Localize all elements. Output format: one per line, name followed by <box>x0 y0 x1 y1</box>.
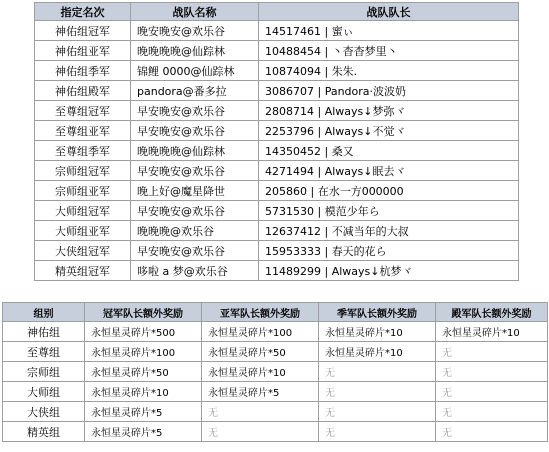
header-team: 战队名称 <box>131 3 259 21</box>
rank-cell: 神佑组冠军 <box>35 21 131 41</box>
reward-row <box>3 402 548 422</box>
reward-cell: 永恒星灵碎片*5 <box>85 422 202 442</box>
rank-cell: 神佑组亚军 <box>35 41 131 61</box>
reward-cell: 无 <box>319 362 436 382</box>
header-champion-reward: 冠军队长额外奖励 <box>85 303 202 322</box>
ranking-body <box>35 21 519 281</box>
team-name-cell: 晚晚晚晚@仙踪林 <box>131 41 259 61</box>
ranking-row <box>35 121 519 141</box>
reward-cell: 永恒星灵碎片*5 <box>85 402 202 422</box>
rewards-body <box>3 322 548 442</box>
header-third-reward: 季军队长额外奖励 <box>319 303 436 322</box>
rank-cell: 至尊组季军 <box>35 141 131 161</box>
team-leader-cell: 14350452 | 桑又 <box>259 141 519 161</box>
team-name-cell: 晚上好@魔星降世 <box>131 181 259 201</box>
team-name-cell: 早安晚安@欢乐谷 <box>131 241 259 261</box>
header-runnerup-reward: 亚军队长额外奖励 <box>202 303 319 322</box>
reward-cell: 无 <box>319 402 436 422</box>
header-group: 组别 <box>3 303 85 322</box>
group-cell: 至尊组 <box>3 342 85 362</box>
team-leader-cell: 10874094 | 朱朱. <box>259 61 519 81</box>
rank-cell: 宗师组冠军 <box>35 161 131 181</box>
reward-cell: 无 <box>436 422 548 442</box>
reward-cell: 永恒星灵碎片*5 <box>202 382 319 402</box>
team-leader-cell: 205860 | 在水一方000000 <box>259 181 519 201</box>
team-leader-cell: 4271494 | Always↓眠去ヾ <box>259 161 519 181</box>
team-leader-cell: 10488454 | 丶杳杳梦里丶 <box>259 41 519 61</box>
rank-cell: 神佑组殿军 <box>35 81 131 101</box>
team-leader-cell: 15953333 | 春天的花ら <box>259 241 519 261</box>
team-name-cell: 晚安晚安@欢乐谷 <box>131 21 259 41</box>
reward-row <box>3 322 548 342</box>
ranking-row <box>35 241 519 261</box>
ranking-table <box>34 2 519 281</box>
reward-cell: 永恒星灵碎片*100 <box>85 342 202 362</box>
group-cell: 神佑组 <box>3 322 85 342</box>
ranking-row <box>35 261 519 281</box>
ranking-row <box>35 221 519 241</box>
reward-cell: 无 <box>319 382 436 402</box>
team-name-cell: 早安晚安@欢乐谷 <box>131 101 259 121</box>
reward-row <box>3 362 548 382</box>
group-cell: 宗师组 <box>3 362 85 382</box>
rank-cell: 大侠组冠军 <box>35 241 131 261</box>
team-name-cell: 晚晚晚晚@仙踪林 <box>131 141 259 161</box>
reward-cell: 永恒星灵碎片*100 <box>202 322 319 342</box>
team-name-cell: 早安晚安@欢乐谷 <box>131 121 259 141</box>
rank-cell: 至尊组亚军 <box>35 121 131 141</box>
reward-cell: 永恒星灵碎片*50 <box>202 342 319 362</box>
team-leader-cell: 3086707 | Pandora·波波奶 <box>259 81 519 101</box>
ranking-row <box>35 181 519 201</box>
team-name-cell: pandora@番多拉 <box>131 81 259 101</box>
rank-cell: 精英组冠军 <box>35 261 131 281</box>
reward-cell: 无 <box>436 362 548 382</box>
reward-cell: 无 <box>202 402 319 422</box>
header-fourth-reward: 殿军队长额外奖励 <box>436 303 548 322</box>
ranking-row <box>35 141 519 161</box>
team-name-cell: 哆啦 a 梦@欢乐谷 <box>131 261 259 281</box>
team-leader-cell: 14517461 | 蜜ぃ <box>259 21 519 41</box>
ranking-row <box>35 201 519 221</box>
header-rank: 指定名次 <box>35 3 131 21</box>
rank-cell: 大师组冠军 <box>35 201 131 221</box>
reward-cell: 永恒星灵碎片*10 <box>436 322 548 342</box>
rewards-table <box>2 302 548 442</box>
reward-row <box>3 382 548 402</box>
rank-cell: 神佑组季军 <box>35 61 131 81</box>
reward-cell: 无 <box>436 402 548 422</box>
ranking-row <box>35 21 519 41</box>
rank-cell: 宗师组亚军 <box>35 181 131 201</box>
team-name-cell: 晚晚晚@欢乐谷 <box>131 221 259 241</box>
group-cell: 大师组 <box>3 382 85 402</box>
reward-row <box>3 342 548 362</box>
reward-cell: 永恒星灵碎片*10 <box>319 342 436 362</box>
team-name-cell: 早安晚安@欢乐谷 <box>131 201 259 221</box>
ranking-row <box>35 81 519 101</box>
ranking-header-row <box>35 3 519 21</box>
group-cell: 大侠组 <box>3 402 85 422</box>
header-leader: 战队队长 <box>259 3 519 21</box>
rank-cell: 至尊组冠军 <box>35 101 131 121</box>
team-name-cell: 锦鲤 0000@仙踪林 <box>131 61 259 81</box>
team-leader-cell: 12637412 | 不减当年的大叔 <box>259 221 519 241</box>
ranking-row <box>35 101 519 121</box>
rewards-header-row <box>3 303 548 322</box>
ranking-row <box>35 61 519 81</box>
team-leader-cell: 5731530 | 模范少年ら <box>259 201 519 221</box>
reward-row <box>3 422 548 442</box>
reward-cell: 永恒星灵碎片*500 <box>85 322 202 342</box>
team-name-cell: 早安晚安@欢乐谷 <box>131 161 259 181</box>
reward-cell: 永恒星灵碎片*50 <box>85 362 202 382</box>
group-cell: 精英组 <box>3 422 85 442</box>
team-leader-cell: 2808714 | Always↓梦弥ヾ <box>259 101 519 121</box>
reward-cell: 永恒星灵碎片*10 <box>202 362 319 382</box>
reward-cell: 永恒星灵碎片*10 <box>319 322 436 342</box>
team-leader-cell: 2253796 | Always↓不觉ヾ <box>259 121 519 141</box>
reward-cell: 无 <box>319 422 436 442</box>
reward-cell: 无 <box>202 422 319 442</box>
ranking-row <box>35 41 519 61</box>
team-leader-cell: 11489299 | Always↓杭梦ヾ <box>259 261 519 281</box>
rank-cell: 大师组亚军 <box>35 221 131 241</box>
reward-cell: 无 <box>436 342 548 362</box>
reward-cell: 无 <box>436 382 548 402</box>
ranking-row <box>35 161 519 181</box>
reward-cell: 永恒星灵碎片*10 <box>85 382 202 402</box>
